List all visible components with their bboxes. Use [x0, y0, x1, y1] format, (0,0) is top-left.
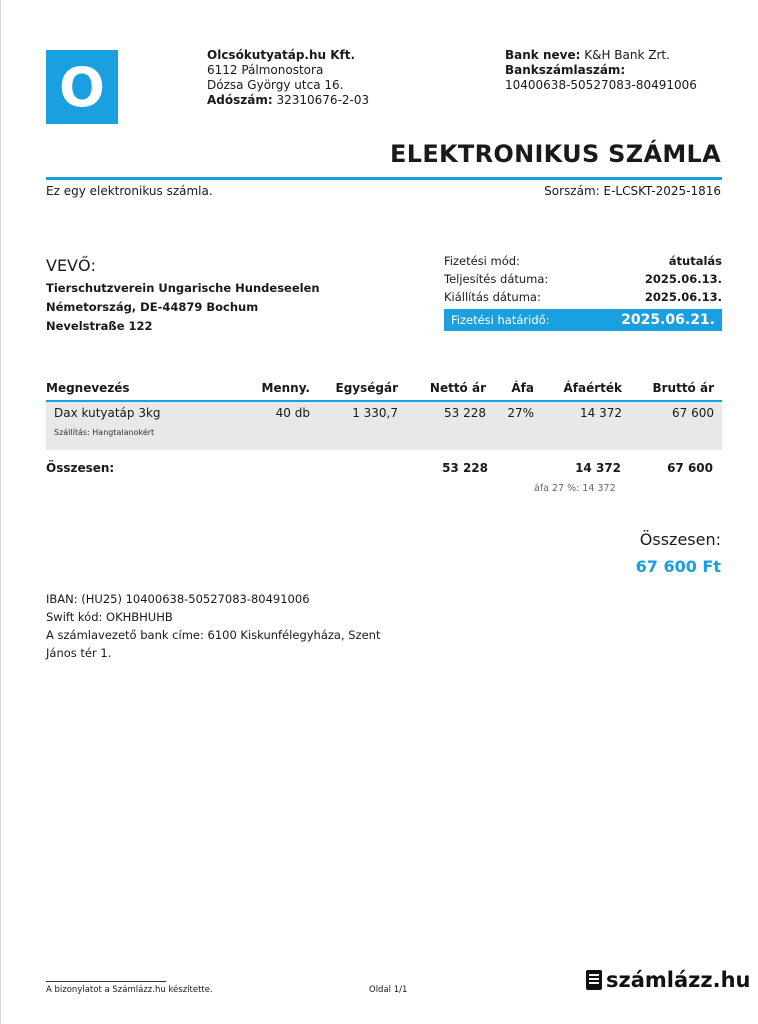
- document-title: ELEKTRONIKUS SZÁMLA: [390, 140, 721, 168]
- table-row: [46, 401, 722, 450]
- grand-total-label: Összesen:: [639, 530, 721, 549]
- col-header-name: Megnevezés: [46, 378, 246, 401]
- meta-label: Teljesítés dátuma:: [444, 272, 549, 286]
- seller-address-line1: 6112 Pálmonostora: [207, 63, 324, 77]
- document-subtitle: Ez egy elektronikus számla.: [46, 184, 213, 198]
- bank-name-label: Bank neve:: [505, 48, 581, 62]
- item-note: Szállítás: Hangtalanokért: [54, 428, 155, 437]
- bank-account-value: 10400638-50527083-80491006: [505, 78, 697, 92]
- footer-made-by: A bizonylatot a Számlázz.hu készítette.: [46, 985, 213, 995]
- logo-letter: O: [59, 55, 105, 119]
- document-icon: [586, 970, 602, 990]
- totals-label: Összesen:: [46, 461, 115, 475]
- payment-details: [46, 590, 386, 662]
- item-net: 53 228: [406, 401, 494, 450]
- due-label: Fizetési határidő:: [451, 313, 550, 327]
- col-header-vat-rate: Áfa: [494, 378, 542, 401]
- bank-block: [505, 48, 697, 93]
- tax-value: 32310676-2-03: [276, 93, 370, 107]
- meta-row-payment-method: [444, 252, 722, 270]
- item-name: Dax kutyatáp 3kg: [54, 406, 161, 420]
- bank-account-label: Bankszámlaszám:: [505, 63, 626, 77]
- footer-divider: [46, 981, 166, 982]
- meta-label: Kiállítás dátuma:: [444, 290, 541, 304]
- bank-name: [505, 48, 697, 63]
- buyer-street: Nevelstraße 122: [46, 319, 153, 333]
- buyer-heading: VEVŐ:: [46, 256, 96, 275]
- meta-value: 2025.06.13.: [644, 290, 722, 304]
- totals-gross: 67 600: [667, 461, 713, 475]
- item-vat: 14 372: [542, 401, 630, 450]
- company-logo: [46, 50, 118, 124]
- item-qty: 40 db: [246, 401, 318, 450]
- bank-address: A számlavezető bank címe: 6100 Kiskunfélegyháza, Szent János tér 1.: [46, 628, 381, 660]
- vat-breakdown-label: áfa 27 %:: [534, 483, 580, 494]
- bank-name-value: K&H Bank Zrt.: [584, 48, 670, 62]
- vat-breakdown: [534, 483, 616, 494]
- brand-name: számlázz.hu: [606, 968, 751, 992]
- header-divider: [46, 177, 722, 180]
- seller-tax-number: [207, 93, 369, 108]
- meta-value: 2025.06.13.: [644, 272, 722, 286]
- item-vat-rate: 27%: [494, 401, 542, 450]
- col-header-gross: Bruttó ár: [630, 378, 722, 401]
- item-unit-price: 1 330,7: [318, 401, 406, 450]
- totals-net: 53 228: [442, 461, 488, 475]
- col-header-qty: Menny.: [246, 378, 318, 401]
- tax-label: Adószám:: [207, 93, 273, 107]
- footer-page-number: Oldal 1/1: [369, 985, 408, 995]
- buyer-block: [46, 279, 320, 336]
- due-value: 2025.06.21.: [621, 312, 715, 328]
- table-header-row: [46, 378, 722, 401]
- invoice-meta: [444, 252, 722, 331]
- meta-label: Fizetési mód:: [444, 254, 520, 268]
- item-name-cell: [46, 401, 246, 450]
- invoice-serial: Sorszám: E-LCSKT-2025-1816: [544, 184, 721, 198]
- meta-value: átutalás: [668, 254, 722, 268]
- col-header-net: Nettó ár: [406, 378, 494, 401]
- meta-row-issue-date: [444, 288, 722, 306]
- item-gross: 67 600: [630, 401, 722, 450]
- seller-address-line2: Dózsa György utca 16.: [207, 78, 344, 92]
- col-header-unit-price: Egységár: [318, 378, 406, 401]
- meta-row-due-date: [444, 309, 722, 331]
- items-table: [46, 378, 722, 450]
- seller-block: [207, 48, 369, 108]
- totals-vat: 14 372: [575, 461, 621, 475]
- vat-breakdown-value: 14 372: [582, 483, 616, 494]
- buyer-name: Tierschutzverein Ungarische Hundeseelen: [46, 281, 320, 295]
- iban: IBAN: (HU25) 10400638-50527083-80491006: [46, 592, 310, 606]
- grand-total-value: 67 600 Ft: [635, 557, 721, 576]
- buyer-city: Németország, DE-44879 Bochum: [46, 300, 259, 314]
- swift-code: Swift kód: OKHBHUHB: [46, 610, 173, 624]
- seller-name: Olcsókutyatáp.hu Kft.: [207, 48, 356, 62]
- meta-row-fulfillment-date: [444, 270, 722, 288]
- brand-logo: [586, 968, 750, 992]
- col-header-vat: Áfaérték: [542, 378, 630, 401]
